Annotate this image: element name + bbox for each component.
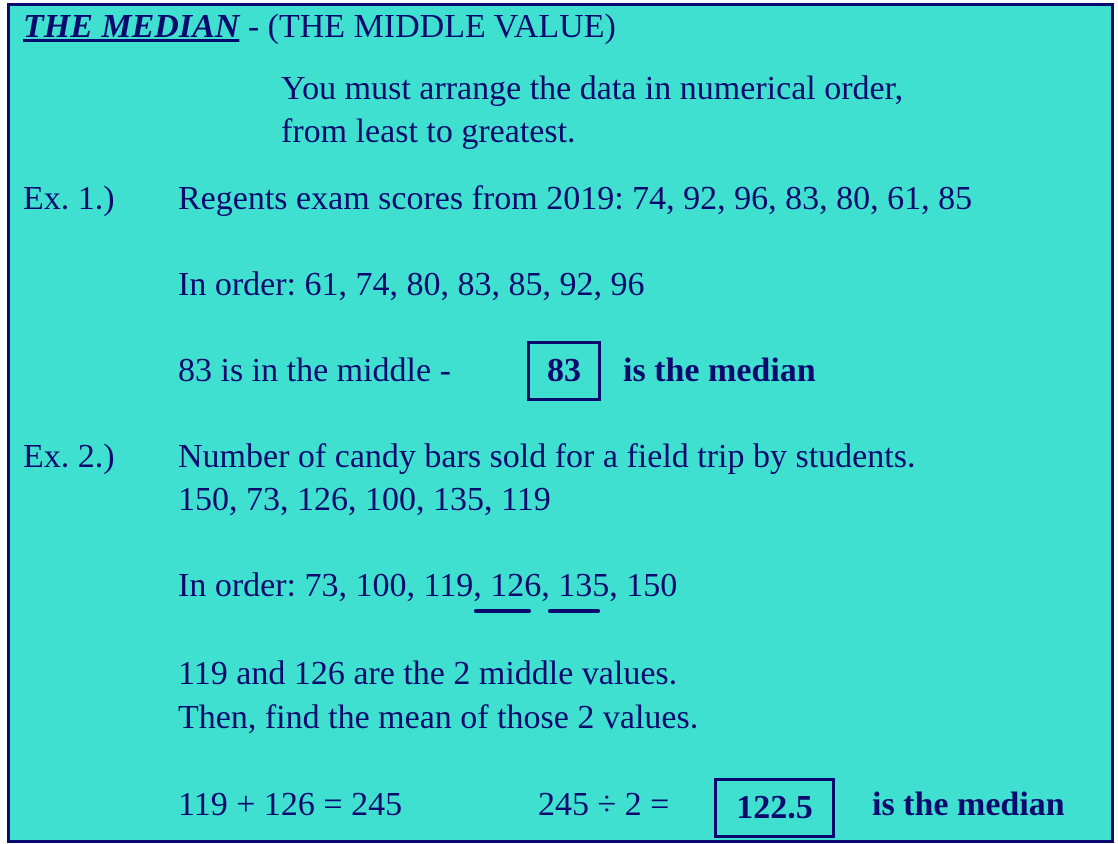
title-main: THE MEDIAN — [23, 8, 240, 45]
ex1-data-line: Regents exam scores from 2019: 74, 92, 96, 83, 80, 61, 85 — [178, 180, 973, 217]
underline-mark-126 — [548, 609, 600, 613]
slide-title — [23, 10, 616, 44]
ex2-median-box: 122.5 — [714, 778, 835, 838]
intro-line-1: You must arrange the data in numerical order, — [281, 70, 904, 107]
underline-mark-119 — [474, 609, 531, 613]
ex2-data-line-1: Number of candy bars sold for a field trip by students. — [178, 438, 916, 475]
intro-line-2: from least to greatest. — [281, 113, 576, 150]
ex2-order-line: In order: 73, 100, 119, 126, 135, 150 — [178, 567, 678, 604]
ex1-label: Ex. 1.) — [23, 180, 115, 217]
ex2-data-line-2: 150, 73, 126, 100, 135, 119 — [178, 481, 551, 518]
title-sub: - (THE MIDDLE VALUE) — [239, 8, 616, 45]
ex2-sum-text: 119 + 126 = 245 — [178, 786, 403, 823]
ex2-div-text: 245 ÷ 2 = — [538, 786, 670, 823]
ex2-middle-line-2: Then, find the mean of those 2 values. — [178, 699, 699, 736]
ex1-median-box: 83 — [527, 341, 601, 401]
ex2-label: Ex. 2.) — [23, 438, 115, 475]
ex1-order-line: In order: 61, 74, 80, 83, 85, 92, 96 — [178, 266, 645, 303]
ex1-middle-text: 83 is in the middle - — [178, 352, 451, 389]
ex1-median-label: is the median — [623, 352, 816, 389]
ex2-median-label: is the median — [872, 786, 1065, 823]
ex2-middle-line-1: 119 and 126 are the 2 middle values. — [178, 655, 678, 692]
